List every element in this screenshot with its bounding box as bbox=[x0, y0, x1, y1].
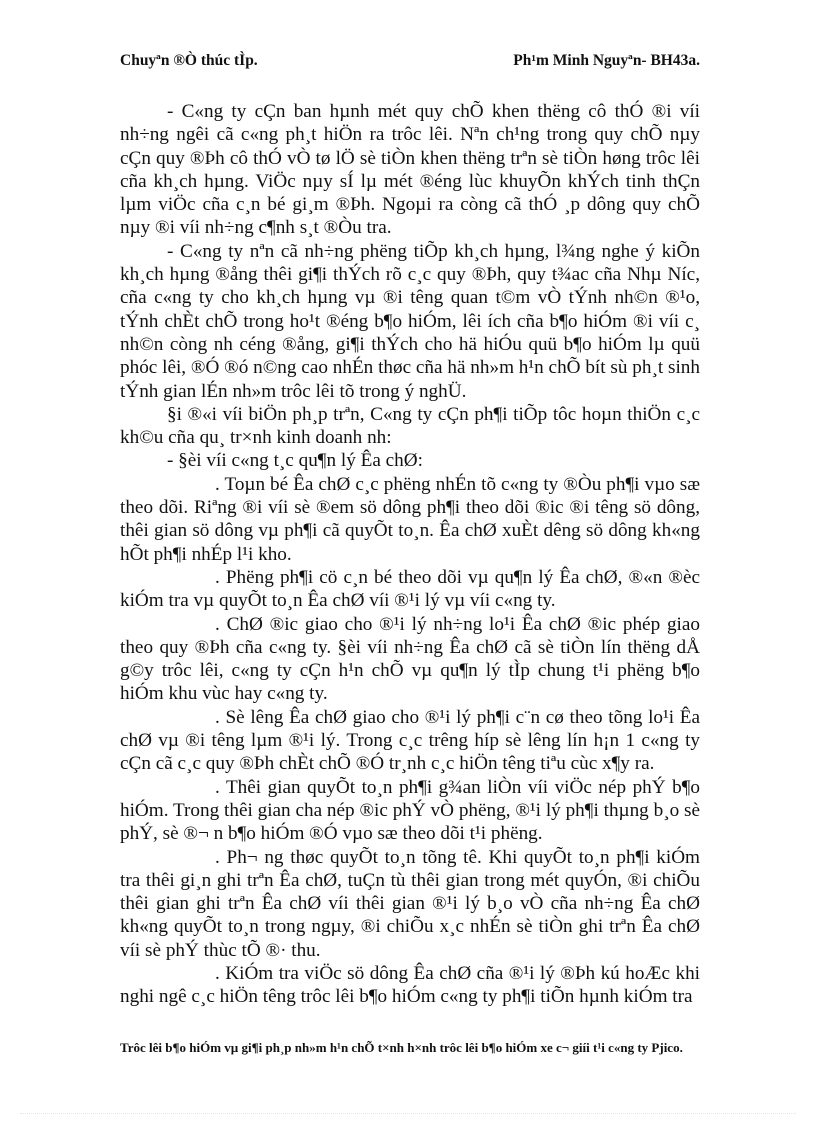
page-header bbox=[120, 52, 700, 76]
paragraph-item-settlement-method: . Ph¬ ng thøc quyÕt to¸n tõng tê. Khi quyÕt to¸n ph¶i kiÓm tra thêi gi¸n ghi trªn Êa chØ, tuÇn tù thêi gian trong mét quyÓn, ®i chiÕu thêi gian ghi trªn Êa chØ víi thêi gian ®¹i lý b¸o vÒ cña nh÷ng Êa chØ kh«ng quyÕt to¸n trong ngµy, ®i chiÕu x¸c nhÉn sè tiÒn ghi trªn Êa chØ víi sè phÝ thùc tÕ ®· thu. bbox=[120, 846, 700, 961]
paragraph-customer-reception: - C«ng ty nªn cã nh÷ng phëng tiÕp kh¸ch hµng, l¾ng nghe ý kiÕn kh¸ch hµng ®ång thêi gi¶i thÝch rõ c¸c quy ®Þh, quy t¾ac cña Nhµ Níc, cña c«ng ty cho kh¸ch hµng vµ ®i têng quan t©m vÒ tÝnh nh©n ®¹o, tÝnh chÈt chÕ trong ho¹t ®éng b¶o hiÓm, lêi ích cña b¶o hiÓm ®i víi c¸ nh©n còng nh céng ®ång, gi¶i thÝch cho hä hiÓu quü b¶o hiÓm lµ quü phóc lêi, ®Ó ®ó n©ng cao nhÉn thøc cña hä nh»m h¹n chÕ bít sù ph¸t sinh tÝnh gian lÉn nh»m trôc lêi tõ trong ý nghÜ. bbox=[120, 240, 700, 402]
page-bottom-divider bbox=[20, 1113, 796, 1114]
paragraph-item-allocation: . ChØ ®ic giao cho ®¹i lý nh÷ng lo¹i Êa chØ ®ic phép giao theo quy ®Þh cña c«ng ty. §èi víi nh÷ng Êa chØ cã sè tiÒn lín thëng dÅ g©y trôc lêi, c«ng ty cÇn h¹n chÕ vµ qu¶n lý tÌp chung t¹i phëng b¶o hiÓm khu vùc hay c«ng ty. bbox=[120, 613, 700, 705]
paragraph-business-process: §i ®«i víi biÖn ph¸p trªn, C«ng ty cÇn ph¶i tiÕp tôc hoµn thiÖn c¸c kh©u cña qu¸ tr×nh kinh doanh nh: bbox=[120, 403, 700, 449]
document-body bbox=[120, 100, 700, 1009]
header-chapter-title: Chuyªn ®Ò thúc tÌp. bbox=[120, 52, 258, 69]
paragraph-reward-policy: - C«ng ty cÇn ban hµnh mét quy chÕ khen thëng cô thÓ ®i víi nh÷ng ngêi cã c«ng ph¸t hiÖn ra trôc lêi. Nªn ch¹ng trong quy chÕ nµy cÇn quy ®Þh cô thÓ vÒ tø lÖ sè tiÒn khen thëng trªn sè tiÒn høng trôc lêi cña kh¸ch hµng. ViÖc nµy sÍ lµ mét ®éng lùc khuyÕn khÝch tinh thÇn lµm viÖc cña c¸n bé gi¸m ®Þh. Ngoµi ra còng cã thÓ ¸p dông quy chÕ nµy ®i víi nh÷ng c¶nh s¸t ®Òu tra. bbox=[120, 101, 700, 239]
paragraph-document-management-heading: - §èi víi c«ng t¸c qu¶n lý Êa chØ: bbox=[167, 450, 423, 472]
page-footer: Trôc lêi b¶o hiÓm vµ gi¶i ph¸p nh»m h¹n chÕ t×nh h×nh trôc lêi b¶o hiÓm xe c¬ giíi t¹i c«ng ty Pjico. bbox=[120, 1040, 683, 1055]
paragraph-item-tracking: . Toµn bé Êa chØ c¸c phëng nhÉn tõ c«ng ty ®Òu ph¶i vµo sæ theo dõi. Riªng ®i víi sè ®em sö dông ph¶i theo dõi ®ic ®i têng sö dông, thêi gian sö dông vµ ph¶i cã quyÕt to¸n. Êa chØ xuÈt dêng sö dông kh«ng hÕt ph¶i nhÉp l¹i kho. bbox=[120, 473, 700, 565]
paragraph-item-inspection: . KiÓm tra viÖc sö dông Êa chØ cña ®¹i lý ®Þh kú hoÆc khi nghi ngê c¸c hiÖn têng trôc lêi b¶o hiÓm c«ng ty ph¶i tiÕn hµnh kiÓm tra bbox=[120, 962, 700, 1008]
header-author: Ph¹m Minh Nguyªn- BH43a. bbox=[513, 52, 700, 69]
paragraph-item-quantity: . Sè lêng Êa chØ giao cho ®¹i lý ph¶i c¨n cø theo tõng lo¹i Êa chØ vµ ®i têng lµm ®¹i lý. Trong c¸c trêng híp sè lêng lín h¡n 1 c«ng ty cÇn cã c¸c quy ®Þh chÈt chÕ ®Ó tr¸nh c¸c hiÖn têng tiªu cùc x¶y ra. bbox=[120, 706, 700, 775]
paragraph-item-staff: . Phëng ph¶i cö c¸n bé theo dõi vµ qu¶n lý Êa chØ, ®«n ®èc kiÓm tra vµ quyÕt to¸n Êa chØ víi ®¹i lý vµ víi c«ng ty. bbox=[120, 566, 700, 612]
paragraph-item-settlement-time: . Thêi gian quyÕt to¸n ph¶i g¾an liÒn víi viÖc nép phÝ b¶o hiÓm. Trong thêi gian cha nép ®ic phÝ vÒ phëng, ®¹i lý ph¶i thµng b¸o sè phÝ, sè ®¬ n b¶o hiÓm ®Ó vµo sæ theo dõi t¹i phëng. bbox=[120, 776, 700, 845]
